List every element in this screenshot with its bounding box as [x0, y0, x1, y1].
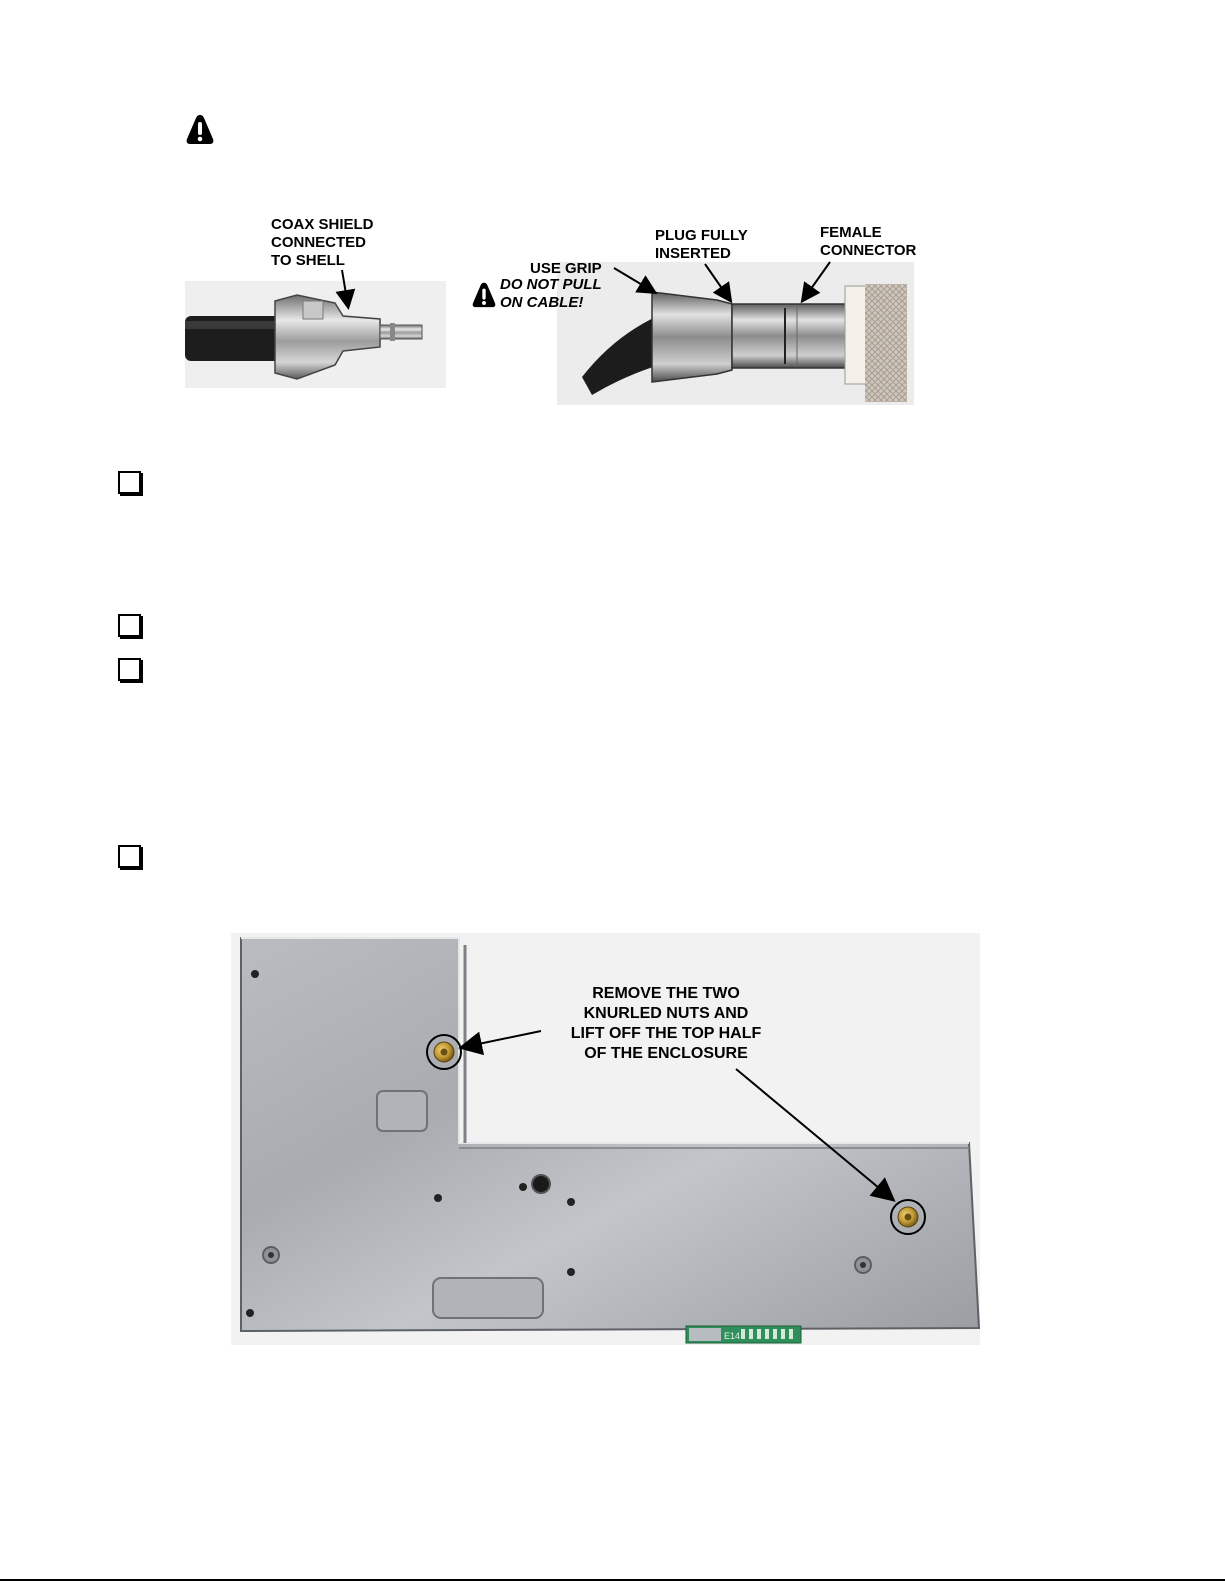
step-checkbox-1[interactable] [118, 471, 141, 494]
do-not-pull-label: DO NOT PULL ON CABLE! [500, 276, 602, 311]
step-checkbox-2[interactable] [118, 614, 141, 637]
pcb-label: E14 [724, 1331, 741, 1341]
footer-rule [0, 1579, 1225, 1581]
coax-shield-label: COAX SHIELD CONNECTED TO SHELL [271, 216, 374, 269]
warning-triangle-icon [186, 113, 214, 145]
step-checkbox-3[interactable] [118, 658, 141, 681]
female-connector-label: FEMALE CONNECTOR [820, 224, 917, 259]
step-checkbox-4[interactable] [118, 845, 141, 868]
coax-plug-photo [185, 281, 446, 388]
plug-fully-inserted-label: PLUG FULLY INSERTED [655, 227, 748, 262]
caution-icon [472, 281, 496, 308]
use-grip-label: USE GRIP [530, 260, 602, 277]
inserted-connector-photo [557, 262, 914, 405]
remove-nuts-label: REMOVE THE TWO KNURLED NUTS AND LIFT OFF THE TOP HALF OF THE ENCLOSURE [570, 985, 762, 1062]
